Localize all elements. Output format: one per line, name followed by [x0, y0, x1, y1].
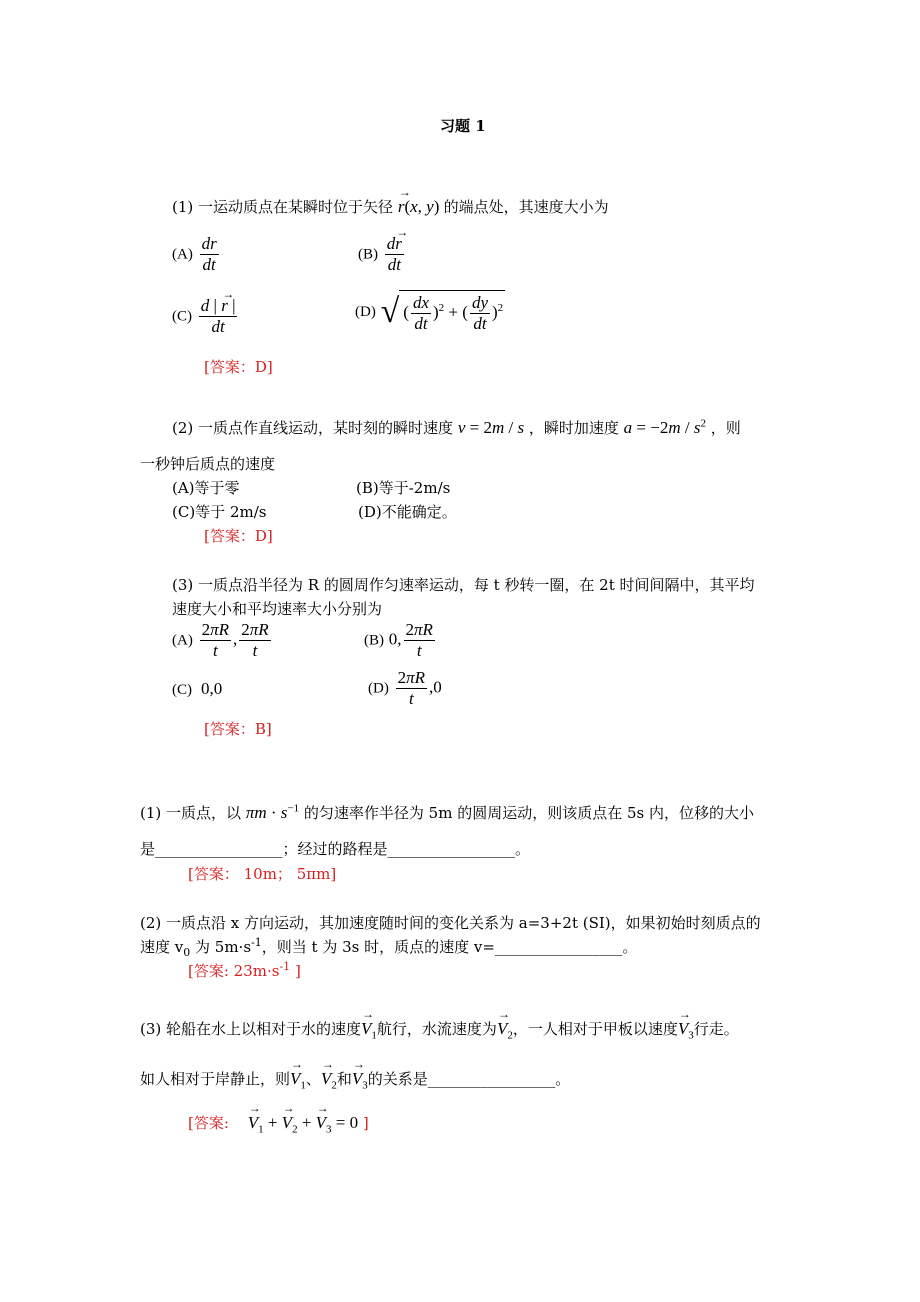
- choice-q1-option-c[interactable]: (C) $\frac{d | \to r |}{dt}$: [172, 296, 239, 337]
- choice-q3-option-c[interactable]: (C) 0,0: [172, 679, 223, 698]
- choice-q2-option-c[interactable]: (C)等于 2m/s: [172, 503, 267, 521]
- fill-q3-line2: 如人相对于岸静止，则→ $V_1$、→ $V_2$和→ $V_3$的关系是_________________。: [140, 1068, 570, 1091]
- fill-q1-line2: 是_________________；经过的路程是_________________。: [140, 840, 531, 858]
- vector-r-formula: → r(x, y): [398, 197, 444, 216]
- sqrt-velocity-formula: √ ( $\frac{dx}{dt}$ )$^2$ + ( $\frac{dy}{dt}$ )$^2$: [381, 290, 506, 334]
- page-title: 习题 1: [440, 117, 486, 135]
- choice-q2-answer: [答案：D]: [204, 527, 273, 545]
- speed-formula: $\pi m \cdot s^{-1}$: [245, 802, 300, 822]
- choice-q3-answer: [答案：B]: [204, 720, 272, 738]
- fill-q2-line1: (2) 一质点沿 x 方向运动，其加速度随时间的变化关系为 a=3+2t (SI)，如果初始时刻质点的: [140, 914, 761, 932]
- fill-q1-stem: (1) 一质点，以 $\pi m \cdot s^{-1}$ 的匀速率作半径为 5m 的圆周运动，则该质点在 5s 内，位移的大小: [140, 802, 754, 822]
- choice-q1-option-b[interactable]: (B) $\frac{d\to r}{dt}$: [358, 234, 406, 275]
- choice-q3-line2: 速度大小和平均速率大小分别为: [172, 600, 383, 618]
- acceleration-formula: $a = -2m / s^2$: [623, 417, 706, 437]
- choice-q1-stem: (1) 一运动质点在某瞬时位于矢径 → r(x, y) 的端点处，其速度大小为: [172, 196, 609, 217]
- fill-q3-answer: [答案: → $V_1$ + → $V_2$ + → $V_3 = 0$ ]: [188, 1112, 369, 1135]
- choice-q2-option-d[interactable]: (D)不能确定。: [358, 503, 457, 521]
- fraction-d-abs-r-dt: $\frac{d | \to r |}{dt}$: [199, 296, 238, 337]
- fraction-dvec-r-dt: $\frac{d\to r}{dt}$: [385, 234, 404, 275]
- choice-q3-option-a[interactable]: (A) $\frac{2\pi R}{t}$ , $\frac{2\pi R}{t}$: [172, 620, 269, 660]
- choice-q1-option-a[interactable]: (A) $\frac{dr}{dt}$: [172, 234, 217, 274]
- fill-q1-answer: [答案： 10m； 5πm]: [188, 865, 337, 883]
- choice-q3-option-b[interactable]: (B) 0, $\frac{2\pi R}{t}$: [364, 620, 433, 660]
- velocity-formula: v = 2m / s: [457, 418, 525, 437]
- choice-q1-option-d[interactable]: (D) √ ( $\frac{dx}{dt}$ )$^2$ + ( $\frac{dy}{dt}$ )$^2$: [355, 290, 505, 334]
- choice-q2-option-b[interactable]: (B)等于-2m/s: [356, 479, 451, 497]
- fill-q2-answer: [答案: $23m\cdot s^{-1}$ ]: [188, 960, 301, 980]
- choice-q3-option-d[interactable]: (D) $\frac{2\pi R}{t}$ ,0: [368, 668, 442, 708]
- fill-q2-line2: 速度 $v_0$ 为 $5m\cdot s^{-1}$，则当 t 为 3s 时，质点的速度 v=_________________。: [140, 936, 638, 959]
- choice-q2-line2: 一秒钟后质点的速度: [140, 455, 276, 473]
- vector-sum-formula: → $V_1$ + → $V_2$ + → $V_3 = 0$: [248, 1113, 358, 1132]
- choice-q2-stem: (2) 一质点作直线运动，某时刻的瞬时速度 v = 2m / s ，瞬时加速度 $a = -2m / s^2$ ，则: [172, 417, 741, 437]
- choice-q2-option-a[interactable]: (A)等于零: [172, 479, 240, 497]
- choice-q3-line1: (3) 一质点沿半径为 R 的圆周作匀速率运动，每 t 秒转一圈，在 2t 时间间隔中，其平均: [172, 576, 755, 594]
- fraction-dr-dt: $\frac{dr}{dt}$: [201, 234, 217, 274]
- fill-q3-line1: (3) 轮船在水上以相对于水的速度→ $V_1$航行，水流速度为→ $V_2$，一人相对于甲板以速度→ $V_3$行走。: [140, 1018, 739, 1041]
- choice-q1-answer: [答案：D]: [204, 358, 273, 376]
